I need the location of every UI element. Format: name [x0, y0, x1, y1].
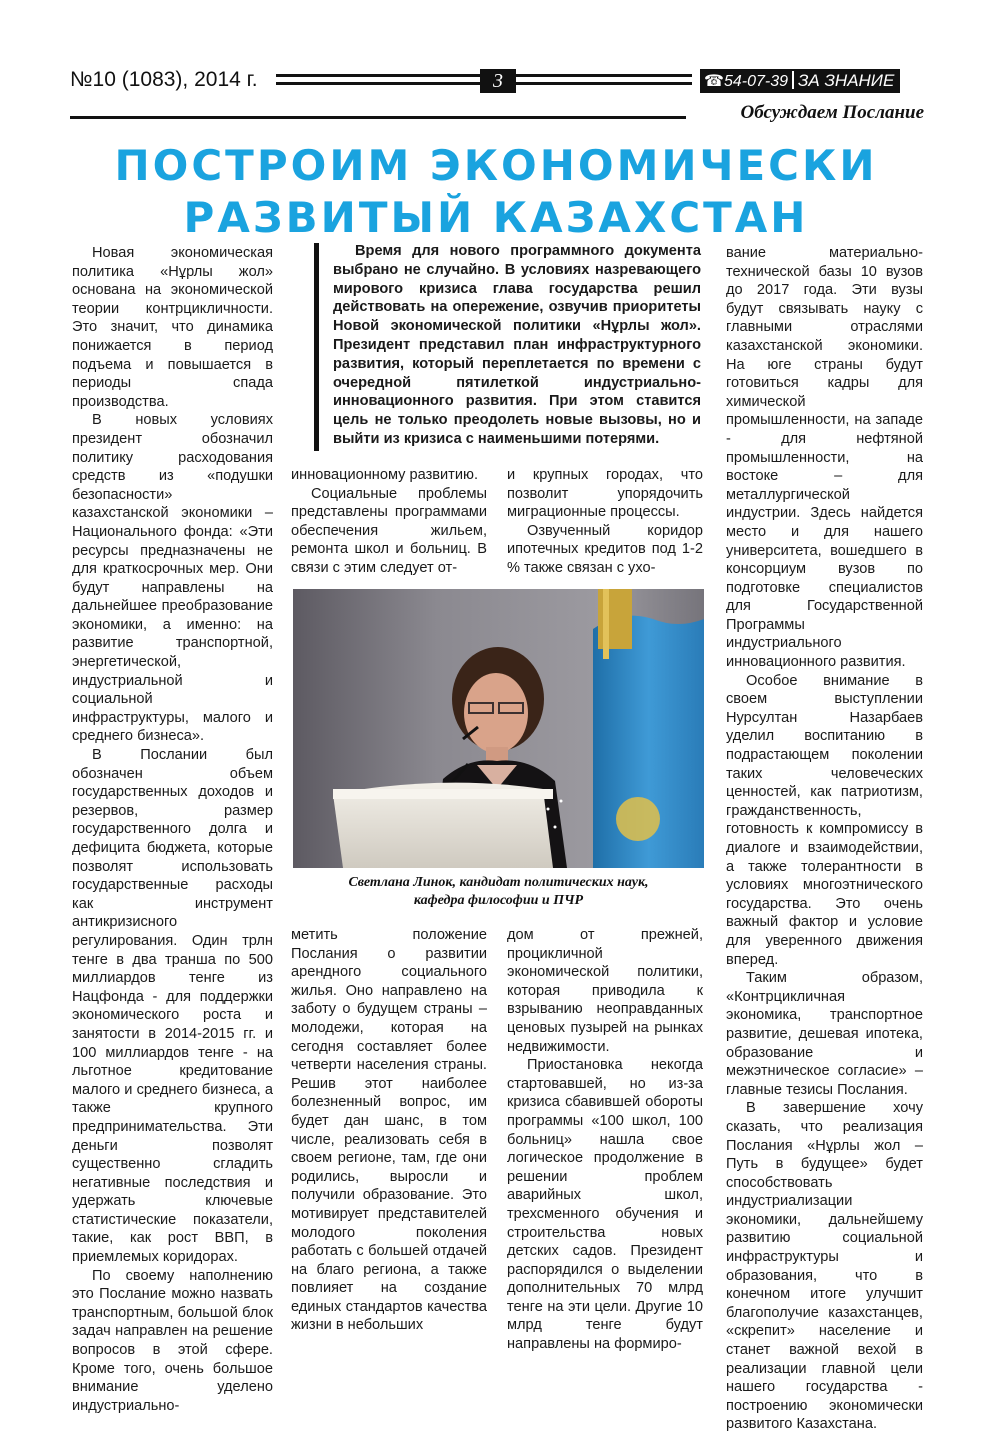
paragraph: В завершение хочу сказать, что реализация Послания «Нұрлы жол – Путь в будущее» будет способствовать индустриализации экономики, дальнейшему развитию социальной инфраструктуры и образования, что в конечном итоге улучшит благополучие казахстанцев, «скрепит» население и станет важной вехой в реализации главной цели нашего государства - построению экономически развитого Казахстана. — [726, 1100, 923, 1433]
column-2-top — [291, 466, 487, 578]
phone-box — [700, 69, 900, 93]
paragraph: Озвученный коридор ипотечных кредитов под 1-2 % также связан с ухо- — [507, 522, 703, 576]
page-number: 3 — [480, 69, 516, 93]
header-rule-right — [516, 74, 692, 85]
phone-separator — [792, 71, 794, 89]
issue-number: №10 (1083), 2014 г. — [70, 68, 258, 91]
column-1 — [72, 244, 273, 1415]
headline-line-2: РАЗВИТЫЙ КАЗАХСТАН — [183, 193, 809, 242]
headline-line-1: ПОСТРОИМ ЭКОНОМИЧЕСКИ — [114, 141, 878, 190]
paragraph: метить положение Послания о развитии арендного социального жилья. Оно направлено на заботу о будущем страны – молодежи, которая на сегодня составляет более четверти населения страны. Решив этот наиболее болезненный вопрос, им будет дан шанс, в том числе, реализовать себя в своем регионе, там, где они родились, выросли и получили образование. Это мотивирует представителей молодого поколения работать с большей отдачей на благо региона, а также повлияет на создание единых стандартов качества жизни в небольших — [291, 927, 487, 1334]
caption-line-2: кафедра философии и ПЧР — [413, 893, 584, 908]
paragraph: Таким образом, «Контрцикличная экономика, транспортное развитие, дешевая ипотека, образование и межэтническое согласие» – главные тезисы Послания. — [726, 970, 923, 1098]
column-3-top — [507, 466, 703, 578]
lead-bar — [314, 243, 319, 451]
header-rule-left — [276, 74, 480, 85]
column-3-bottom — [507, 926, 703, 1354]
article-photo — [293, 589, 704, 868]
paragraph: В Послании был обозначен объем государственных доходов и резервов, размер государственного долга и дефицита бюджета, которые позволят использовать государственные расходы как инструмент антикризисного регулирования. Один трлн тенге в два транша по 500 миллиардов тенге из Нацфонда - для поддержки экономического роста и занятости в 2014-2015 гг. и 100 миллиардов тенге - на льготное кредитование малого и среднего бизнеса, а также крупного предпринимательства. Эти деньги позволят существенно сгладить негативные последствия и удержать ключевые статистические показатели, такие, как рост ВВП, в приемлемых коридорах. — [72, 747, 273, 1266]
speaker-photo-illustration — [293, 589, 704, 868]
paragraph: В новых условиях президент обозначил политику расходования средств из «подушки безопасности» казахстанской экономики – Национального фонда: «Эти ресурсы предназначены не для краткосрочных мер. Они будут направлены на дальнейшее преобразование экономики, а именно: на развитие транспортной, энергетической, индустриальной и социальной инфраструктуры, малого и среднего бизнеса». — [72, 412, 273, 745]
article-lead: Время для нового программного документа выбрано не случайно. В условиях назревающего мирового кризиса глава государства решил действовать на опережение, озвучив приоритеты Новой экономической политики «Нұрлы жол». Президент представил план инфраструктурного развития, который переплетается по времени с очередной пятилеткой индустриально-инновационного развития. При этом ставится цель не только преодолеть новые вызовы, но и выйти из кризиса с наименьшими потерями. — [333, 243, 701, 447]
paragraph: и крупных городах, что позволит упорядочить миграционные процессы. — [507, 467, 703, 521]
article-headline — [40, 140, 952, 244]
paragraph: Социальные проблемы представлены программами обеспечения жильем, ремонта школ и больниц. В связи с этим следует от- — [291, 485, 487, 576]
paragraph: дом от прежней, процикличной экономической политики, которая приводила к взрыванию неоправданных ценовых пузырей на рынках недвижимости. — [507, 927, 703, 1055]
paragraph: Новая экономическая политика «Нұрлы жол» основана на экономической теории контрцикличности. Это значит, что динамика понижается в период подъема и повышается в периоды спада производства. — [72, 245, 273, 410]
rubric-rule — [70, 116, 686, 119]
paragraph: инновационному развитию. — [291, 467, 479, 483]
paragraph: Особое внимание в своем выступлении Нурсултан Назарбаев уделил воспитанию в подрастающем поколении таких человеческих ценностей, как патриотизм, гражданственность, готовность к компромиссу в диалоге и взаимодействии, а также толерантности в условиях многоэтнического государства. Это очень важный фактор и условие для уверенного движения вперед. — [726, 672, 923, 968]
rubric-title: Обсуждаем Послание — [740, 102, 924, 123]
photo-caption — [293, 874, 704, 910]
paragraph: Приостановка некогда стартовавшей, но из-за кризиса сбавившей обороты программы «100 школ, 100 больниц» нашла свое логическое продолжение в решении проблем аварийных школ, трехсменного обучения и строительства новых детских садов. Президент распорядился о выделении дополнительных 70 млрд тенге на эти цели. Другие 10 млрд тенге будут направлены на формиро- — [507, 1057, 703, 1353]
phone-icon: ☎ — [704, 73, 724, 90]
paragraph: вание материально-технической базы 10 вузов до 2017 года. Эти вузы будут связывать науку с главными отраслями казахстанской экономики. На юге страны будут готовиться кадры для химической промышленности, на западе - для нефтяной промышленности, на востоке – для металлургической индустрии. Здесь найдется место и для нашего университета, вошедшего в консорциум вузов по подготовке специалистов для Государственной Программы индустриального инновационного развития. — [726, 245, 923, 671]
phone-number: 54-07-39 — [723, 73, 788, 90]
paragraph: По своему наполнению это Послание можно назвать транспортным, большой блок задач направлен на решение вопросов в этой сфере. Кроме того, очень большое внимание уделено индустриально- — [72, 1267, 273, 1414]
newspaper-brand: ЗА ЗНАНИЕ — [797, 71, 895, 90]
column-4 — [726, 244, 923, 1434]
column-2-bottom — [291, 926, 487, 1335]
caption-line-1: Светлана Линок, кандидат политических наук, — [348, 875, 649, 890]
